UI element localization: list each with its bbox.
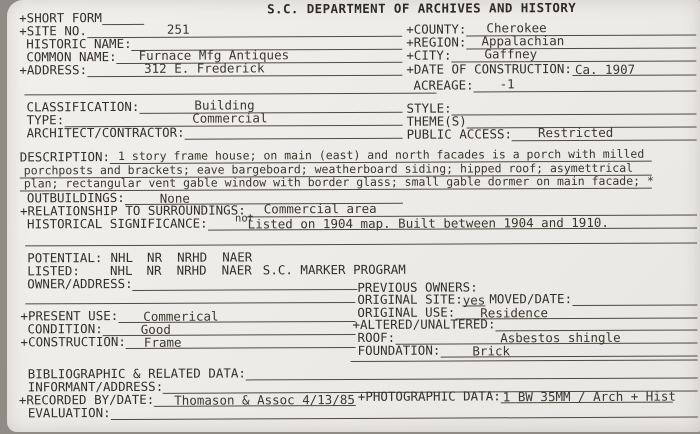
field-label: TYPE:	[26, 112, 65, 128]
field-construction	[21, 334, 356, 349]
field-label: +RELATIONSHIP TO SURROUNDINGS:	[19, 202, 246, 219]
blank-line	[208, 212, 697, 230]
field-label: +SITE NO.	[19, 23, 87, 39]
field-value: 1 BW 35MM / Arch + Hist	[502, 388, 676, 405]
original-site-answer: yes	[462, 292, 486, 308]
field-public-access	[407, 126, 697, 141]
field-value: Appalachian	[481, 33, 565, 49]
field-label: +CITY:	[406, 47, 452, 63]
form-title: S.C. DEPARTMENT OF ARCHIVES AND HISTORY	[267, 0, 577, 17]
blank-line	[111, 401, 698, 420]
field-label: +PRESENT USE:	[20, 308, 119, 324]
designation-option-nr: NR	[146, 249, 163, 265]
field-label: +DATE OF CONSTRUCTION:	[406, 61, 572, 77]
field-label: CLASSIFICATION:	[26, 98, 140, 115]
section-divider	[24, 93, 436, 96]
blank-line	[185, 123, 403, 140]
description-line-2: porchposts and brackets; eave bargeboard; weatherboard siding; hipped roof; asymettrical	[23, 160, 634, 178]
blank-line	[512, 124, 697, 141]
designation-option-nhl: NHL	[109, 262, 133, 279]
field-foundation	[358, 342, 698, 357]
field-label: PREVIOUS OWNERS:	[357, 279, 478, 295]
field-value: Restricted	[537, 124, 614, 141]
field-value: Furnace Mfg Antiques	[138, 47, 290, 63]
field-label: INFORMANT/ADDRESS:	[27, 378, 164, 395]
field-value: Building	[194, 97, 255, 113]
field-value: Commercial area	[263, 200, 377, 217]
description-line-3: plan; rectangular vent gable window with border glass; small gable dormer on main facade; *	[23, 173, 654, 191]
field-label: +ALTERED/UNALTERED:	[352, 316, 496, 332]
field-label: EVALUATION:	[27, 405, 111, 421]
field-label: +SHORT FORM	[19, 10, 102, 26]
field-evaluation	[28, 403, 698, 420]
field-value: Residence	[480, 305, 549, 321]
field-value: Ca. 1907	[574, 61, 636, 78]
designation-option-nr: NR	[146, 262, 162, 278]
field-value: Cherokee	[486, 20, 547, 36]
field-label: DESCRIPTION:	[19, 149, 111, 165]
description-line-1: 1 story frame house; on main (east) and north facades is a porch with milled	[118, 146, 645, 164]
field-acreage	[413, 77, 696, 92]
blank-line	[572, 59, 696, 76]
field-label: +REGION:	[406, 34, 467, 50]
field-value: Listed on 1904 map. Built between 1904 and 1910.	[247, 214, 609, 232]
field-label: POTENTIAL:	[27, 250, 103, 266]
field-label: +ADDRESS:	[19, 62, 88, 78]
field-value: Commerical	[143, 308, 219, 324]
field-label: OUTBUILDINGS:	[26, 189, 125, 206]
field-value: 251	[166, 21, 190, 37]
field-label: BIBLIOGRAPHIC & RELATED DATA:	[27, 365, 246, 382]
field-owner-address	[27, 276, 357, 291]
field-label: CONDITION:	[27, 321, 103, 337]
field-label: +CONSTRUCTION:	[20, 333, 126, 350]
field-value: Frame	[143, 334, 182, 350]
field-value: 312 E. Frederick	[144, 60, 265, 76]
blank-line	[133, 274, 358, 291]
field-label: +PHOTOGRAPHIC DATA:	[357, 388, 501, 404]
field-value: Commercial	[192, 110, 268, 126]
section-divider	[25, 302, 355, 304]
field-label-moved-date: MOVED/DATE:	[489, 291, 573, 307]
field-date-of-construction	[406, 61, 696, 76]
field-label: ARCHITECT/CONTRACTOR:	[26, 124, 185, 141]
designation-option-nhl: NHL	[110, 249, 134, 266]
blank-line	[126, 332, 356, 349]
section-divider	[25, 242, 697, 246]
field-value: Gaffney	[484, 46, 538, 62]
field-label: ACREAGE:	[413, 77, 474, 93]
handwritten-not-note: not	[234, 212, 255, 225]
field-label: ORIGINAL USE:	[357, 304, 456, 320]
field-value: None	[159, 190, 190, 206]
field-value: Brick	[472, 343, 511, 359]
field-label: LISTED:	[27, 263, 80, 279]
designation-option-sc-marker: S.C. MARKER PROGRAM	[262, 261, 406, 278]
field-address	[19, 62, 402, 78]
field-label: OWNER/ADDRESS:	[27, 275, 133, 292]
field-value: Thomason & Assoc 4/13/85	[174, 391, 355, 408]
designation-option-nrhd: NRHD	[177, 249, 208, 265]
field-label: +RECORDED BY/DATE:	[18, 391, 155, 408]
field-label: THEME(S)	[406, 113, 467, 129]
designation-option-naer: NAER	[222, 249, 253, 265]
field-label: PUBLIC ACCESS:	[406, 126, 513, 142]
field-label: +COUNTY:	[406, 21, 467, 37]
designation-option-naer: NAER	[221, 262, 252, 278]
field-historical-significance	[27, 214, 697, 231]
field-label: HISTORICAL SIGNIFICANCE:	[26, 215, 208, 232]
field-label: ROOF:	[357, 329, 396, 345]
blank-line	[87, 60, 402, 77]
field-label: COMMON NAME:	[26, 49, 117, 65]
field-value: Good	[140, 321, 171, 337]
field-value: Asbestos shingle	[500, 329, 621, 346]
field-label: STYLE:	[406, 100, 452, 116]
blank-line	[474, 75, 697, 92]
field-label: ORIGINAL SITE:	[357, 291, 463, 307]
field-value: -1	[499, 76, 515, 92]
field-architect-contractor	[27, 125, 403, 141]
field-label: FOUNDATION:	[357, 342, 441, 358]
designation-option-nrhd: NRHD	[176, 262, 207, 278]
field-label: HISTORIC NAME:	[26, 35, 132, 52]
section-divider	[351, 359, 698, 362]
blank-line	[440, 340, 697, 357]
